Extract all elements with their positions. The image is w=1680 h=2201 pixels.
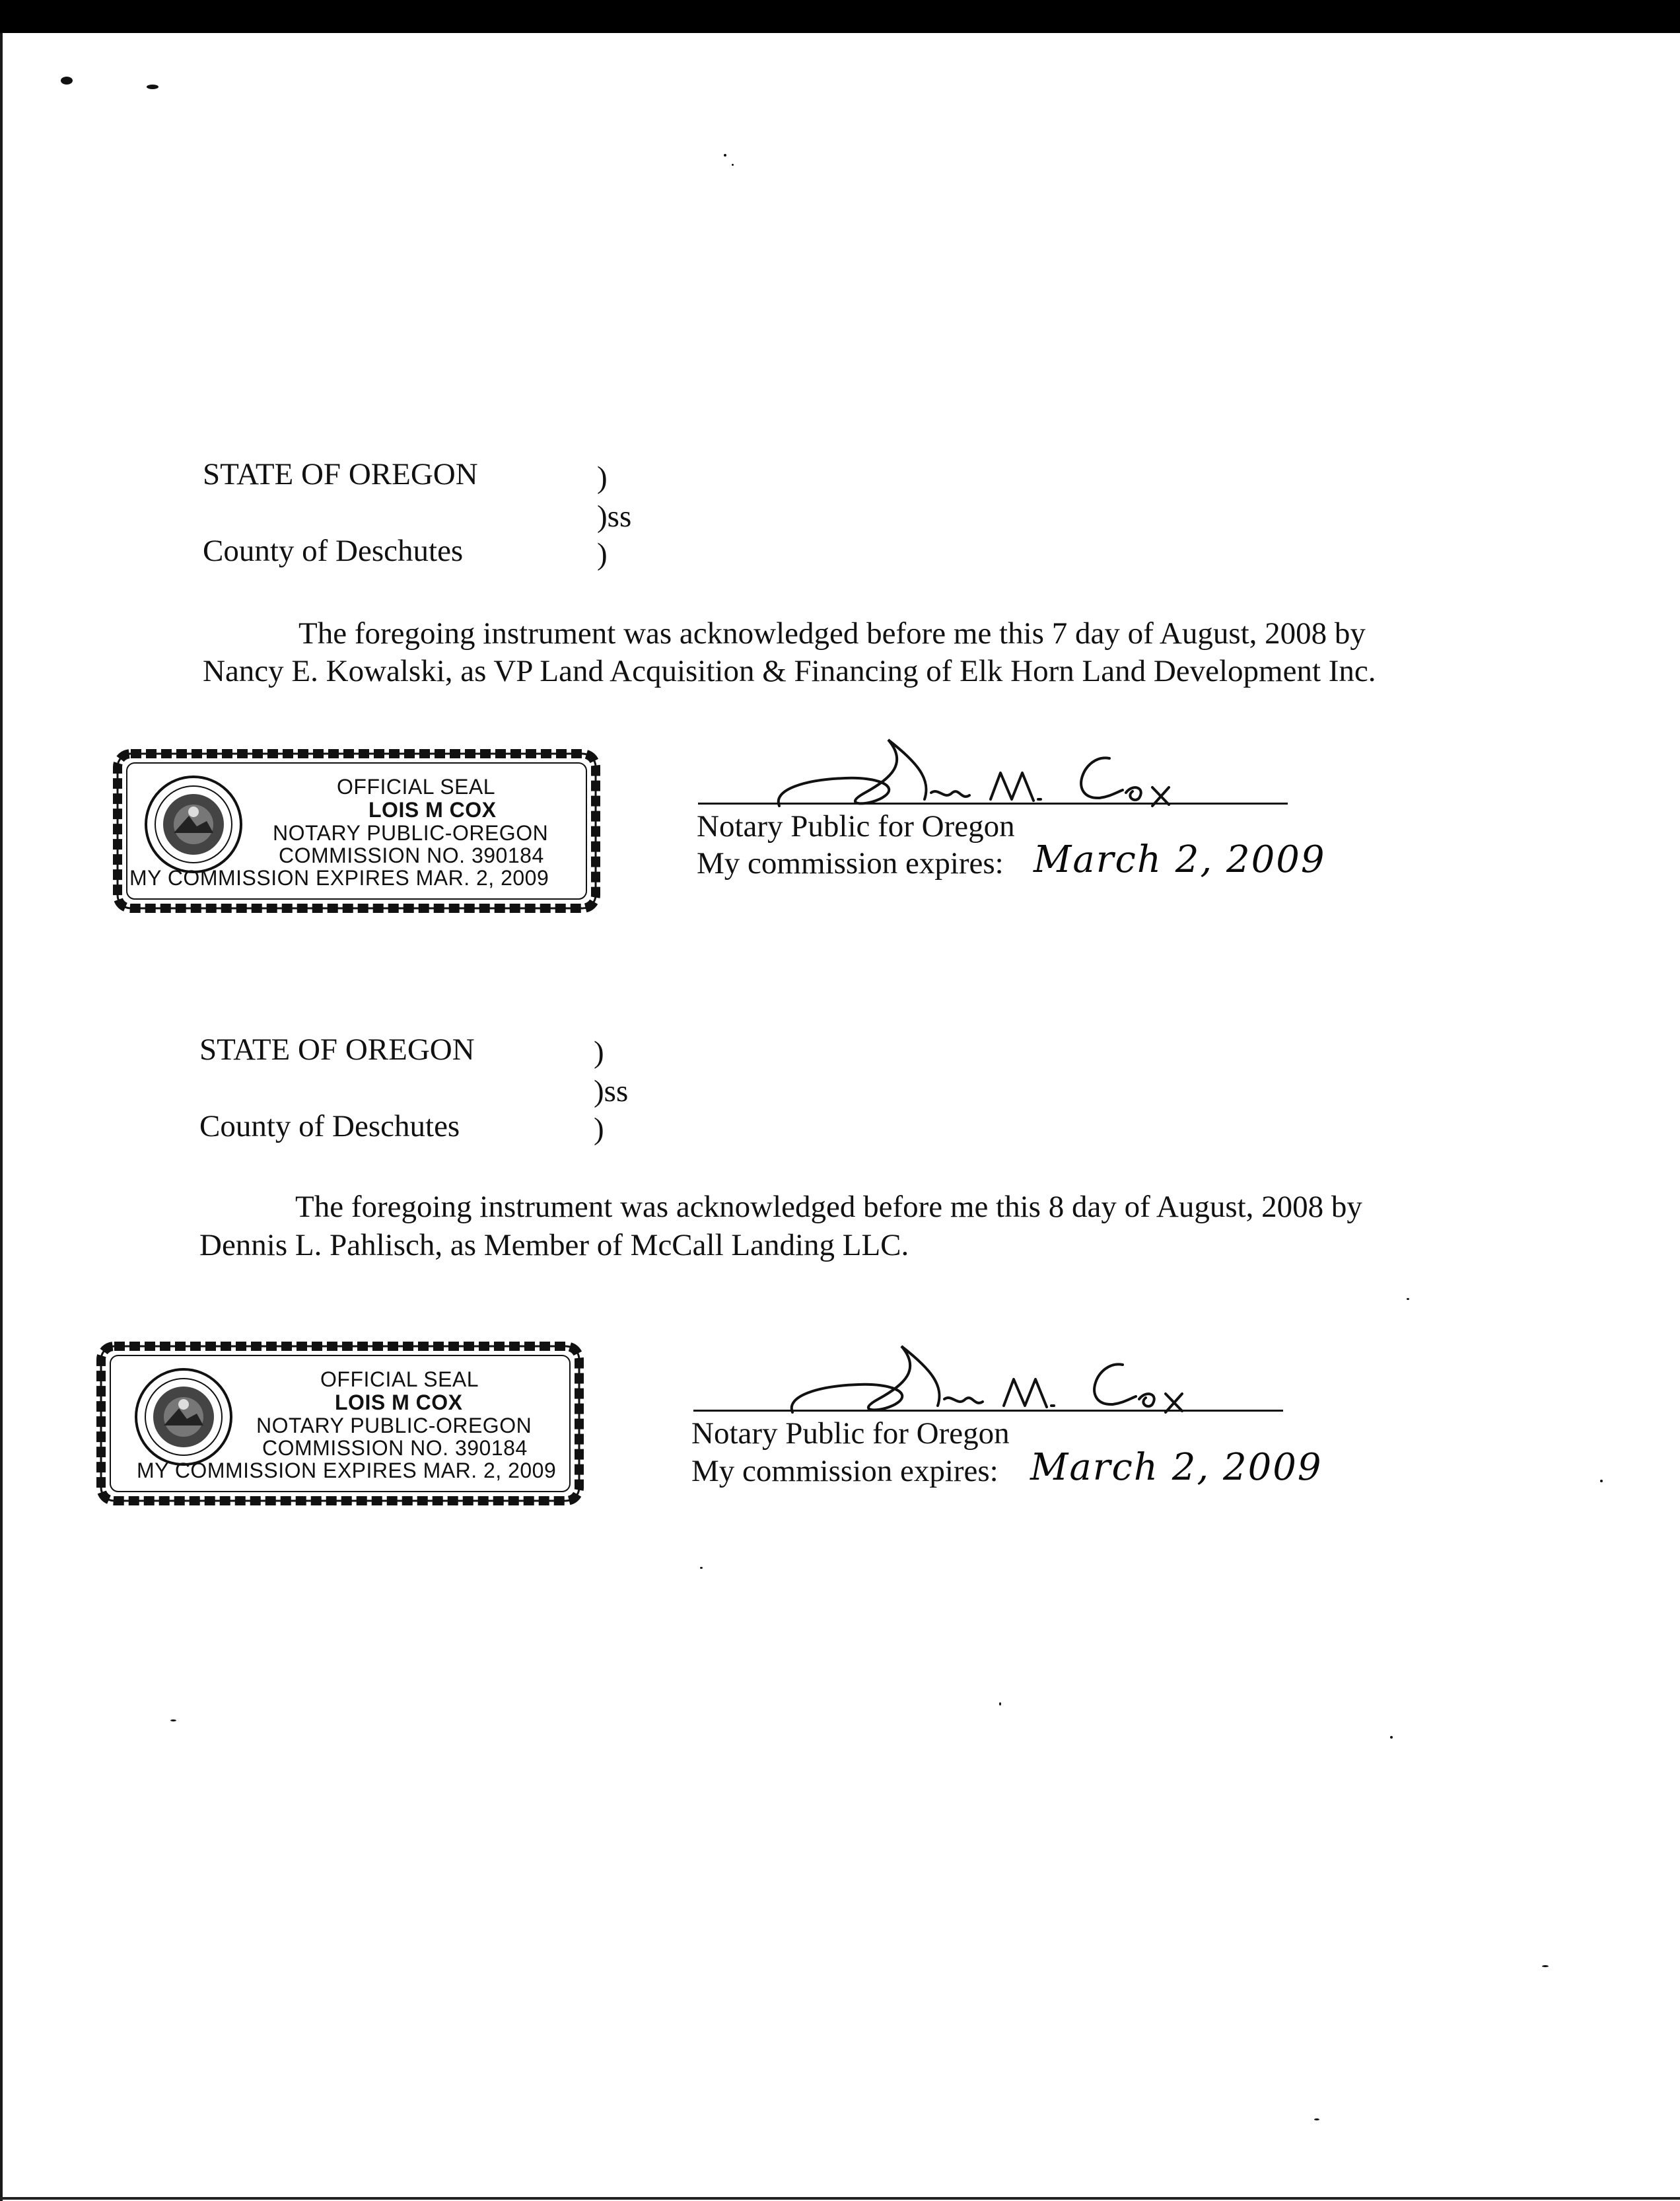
seal-line-5: MY COMMISSION EXPIRES MAR. 2, 2009 bbox=[137, 1459, 557, 1482]
scan-speck bbox=[147, 85, 158, 89]
scan-speck bbox=[700, 1567, 703, 1569]
notary-seal bbox=[96, 1341, 584, 1506]
venue-state: STATE OF OREGON bbox=[199, 1032, 475, 1067]
acknowledgment-line-1: The foregoing instrument was acknowledged before me this 8 day of August, 2008 by bbox=[295, 1190, 1362, 1224]
seal-line-2: LOIS M COX bbox=[368, 798, 497, 822]
seal-line-4: COMMISSION NO. 390184 bbox=[279, 844, 544, 867]
commission-expires-label: My commission expires: bbox=[691, 1454, 998, 1488]
scan-speck bbox=[724, 154, 726, 157]
commission-date-handwritten: March 2, 2009 bbox=[1030, 1446, 1323, 1489]
commission-expires-label: My commission expires: bbox=[697, 846, 1004, 881]
seal-line-4: COMMISSION NO. 390184 bbox=[262, 1436, 528, 1460]
seal-line-3: NOTARY PUBLIC-OREGON bbox=[256, 1414, 532, 1437]
scan-speck bbox=[1407, 1298, 1409, 1300]
venue-paren-top: ) bbox=[594, 1035, 604, 1069]
venue-county: County of Deschutes bbox=[199, 1109, 460, 1143]
scan-speck bbox=[999, 1702, 1001, 1706]
signature-line bbox=[698, 803, 1288, 805]
acknowledgment-line-2: Nancy E. Kowalski, as VP Land Acquisition & Financing of Elk Horn Land Development Inc. bbox=[203, 654, 1376, 688]
seal-line-3: NOTARY PUBLIC-OREGON bbox=[273, 821, 549, 845]
notary-seal bbox=[112, 748, 601, 914]
scan-top-border bbox=[0, 0, 1680, 33]
scan-bottom-edge bbox=[0, 2197, 1680, 2200]
commission-date-handwritten: March 2, 2009 bbox=[1033, 838, 1326, 881]
venue-paren-bottom: ) bbox=[594, 1112, 604, 1146]
state-seal-emblem-icon bbox=[134, 1367, 233, 1466]
scan-left-edge bbox=[0, 33, 3, 2201]
scan-speck bbox=[61, 77, 73, 85]
venue-state: STATE OF OREGON bbox=[203, 457, 478, 491]
venue-county: County of Deschutes bbox=[203, 534, 464, 568]
venue-ss: )ss bbox=[597, 499, 632, 534]
scan-speck bbox=[1542, 1965, 1549, 1967]
notary-title: Notary Public for Oregon bbox=[697, 809, 1015, 844]
seal-line-1: OFFICIAL SEAL bbox=[320, 1367, 479, 1391]
scan-speck bbox=[170, 1719, 176, 1721]
acknowledgment-line-2: Dennis L. Pahlisch, as Member of McCall Landing LLC. bbox=[199, 1228, 909, 1262]
scan-speck bbox=[1314, 2118, 1319, 2120]
scan-speck bbox=[1600, 1480, 1603, 1482]
venue-paren-bottom: ) bbox=[597, 537, 608, 571]
venue-paren-top: ) bbox=[597, 460, 608, 495]
seal-line-5: MY COMMISSION EXPIRES MAR. 2, 2009 bbox=[129, 866, 549, 890]
seal-line-1: OFFICIAL SEAL bbox=[337, 775, 496, 799]
venue-ss: )ss bbox=[594, 1074, 629, 1108]
scan-speck bbox=[1390, 1736, 1393, 1739]
acknowledgment-line-1: The foregoing instrument was acknowledged before me this 7 day of August, 2008 by bbox=[298, 616, 1366, 651]
state-seal-emblem-icon bbox=[144, 775, 243, 874]
signature-line bbox=[693, 1410, 1283, 1412]
scan-speck bbox=[732, 164, 734, 166]
notary-title: Notary Public for Oregon bbox=[691, 1416, 1010, 1451]
seal-line-2: LOIS M COX bbox=[335, 1390, 463, 1414]
